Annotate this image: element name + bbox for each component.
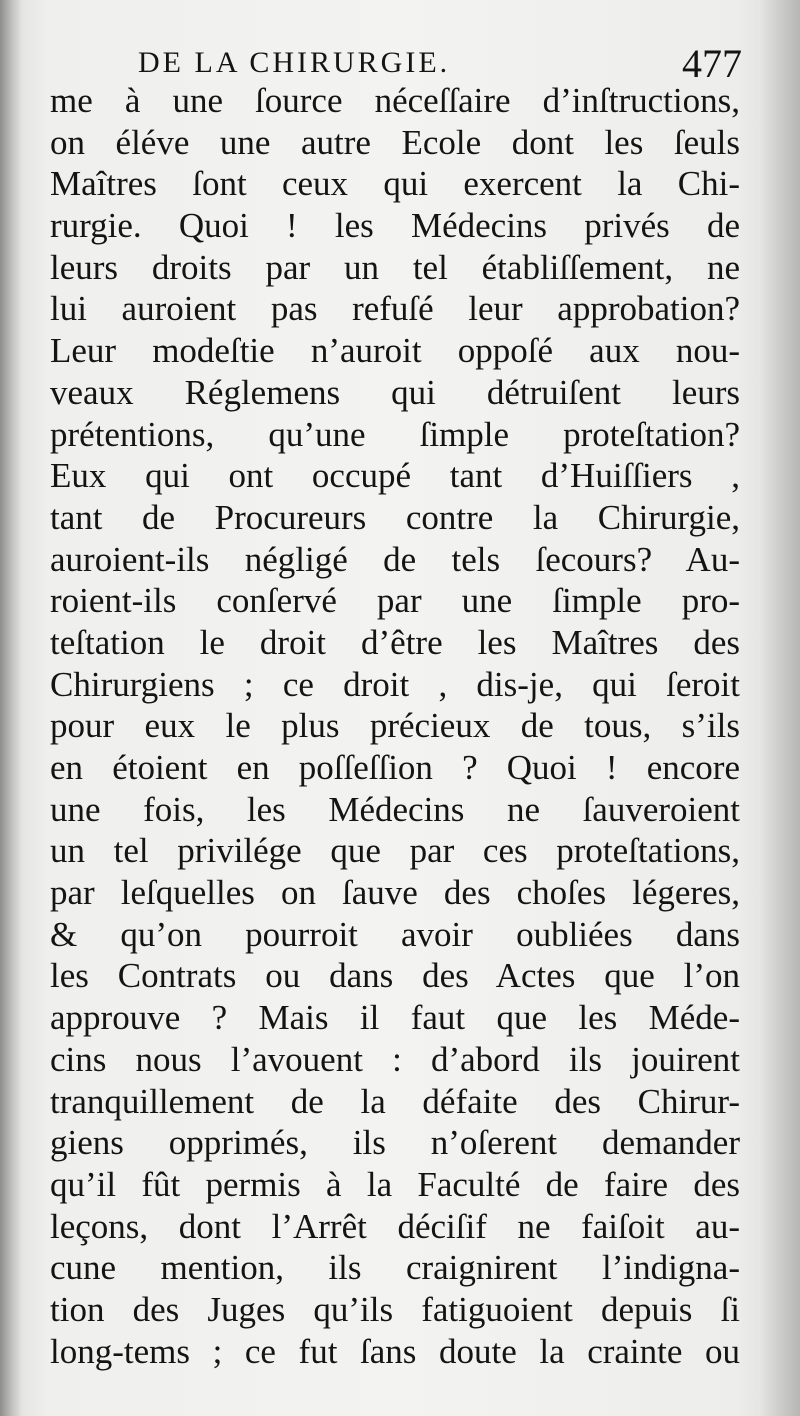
- text-line: me à une ſource néceſſaire d’inſtructions,: [50, 81, 740, 120]
- text-line: pour eux le plus précieux de tous, s’ils: [50, 706, 740, 746]
- text-line: Chirurgiens ; ce droit , dis-je, qui ſeroit: [50, 664, 740, 704]
- text-line: & qu’on pourroit avoir oubliées dans: [50, 914, 740, 954]
- text-line: approuve ? Mais il faut que les Méde-: [50, 998, 740, 1038]
- text-line: par leſquelles on ſauve des choſes légeres,: [50, 873, 740, 913]
- text-line: une fois, les Médecins ne ſauveroient: [50, 789, 740, 829]
- text-line: auroient-ils négligé de tels ſecours? Au-: [50, 539, 740, 579]
- text-line: leçons, dont l’Arrêt déciſif ne faiſoit au-: [50, 1206, 740, 1246]
- text-line: Eux qui ont occupé tant d’Huiſſiers ,: [50, 456, 740, 496]
- page-gutter: [0, 0, 22, 1416]
- text-line: prétentions, qu’une ſimple proteſtation?: [50, 414, 740, 454]
- text-line: lui auroient pas refuſé leur approbation?: [50, 289, 740, 329]
- text-line: Leur modeſtie n’auroit oppoſé aux nou-: [50, 331, 740, 371]
- text-line: tion des Juges qu’ils fatiguoient depuis ſi: [50, 1289, 740, 1329]
- text-line: giens opprimés, ils n’oſerent demander: [50, 1123, 740, 1163]
- text-line: un tel privilége que par ces proteſtations,: [50, 831, 740, 871]
- text-line: les Contrats ou dans des Actes que l’on: [50, 956, 740, 996]
- text-line: cune mention, ils craignirent l’indigna-: [50, 1248, 740, 1288]
- page-edge-shadow: [760, 0, 800, 1416]
- text-line: on éléve une autre Ecole dont les ſeuls: [50, 122, 740, 162]
- running-title: DE LA CHIRURGIE.: [138, 46, 451, 79]
- text-line: Maîtres ſont ceux qui exercent la Chi-: [50, 164, 740, 204]
- body-text: [50, 80, 740, 1372]
- text-line: tant de Procureurs contre la Chirurgie,: [50, 497, 740, 537]
- text-line: tranquillement de la défaite des Chirur-: [50, 1081, 740, 1121]
- text-line: roient-ils conſervé par une ſimple pro-: [50, 581, 740, 621]
- text-line: qu’il fût permis à la Faculté de faire des: [50, 1164, 740, 1204]
- text-line: long-tems ; ce fut ſans doute la crainte ou: [50, 1331, 740, 1371]
- text-line: veaux Réglemens qui détruiſent leurs: [50, 372, 740, 412]
- page-number: 477: [682, 41, 742, 86]
- text-line: cins nous l’avouent : d’abord ils jouirent: [50, 1039, 740, 1079]
- text-line: leurs droits par un tel établiſſement, ne: [50, 247, 740, 287]
- text-line: rurgie. Quoi ! les Médecins privés de: [50, 206, 740, 246]
- text-line: en étoient en poſſeſſion ? Quoi ! encore: [50, 748, 740, 787]
- text-line: teſtation le droit d’être les Maîtres des: [50, 622, 740, 662]
